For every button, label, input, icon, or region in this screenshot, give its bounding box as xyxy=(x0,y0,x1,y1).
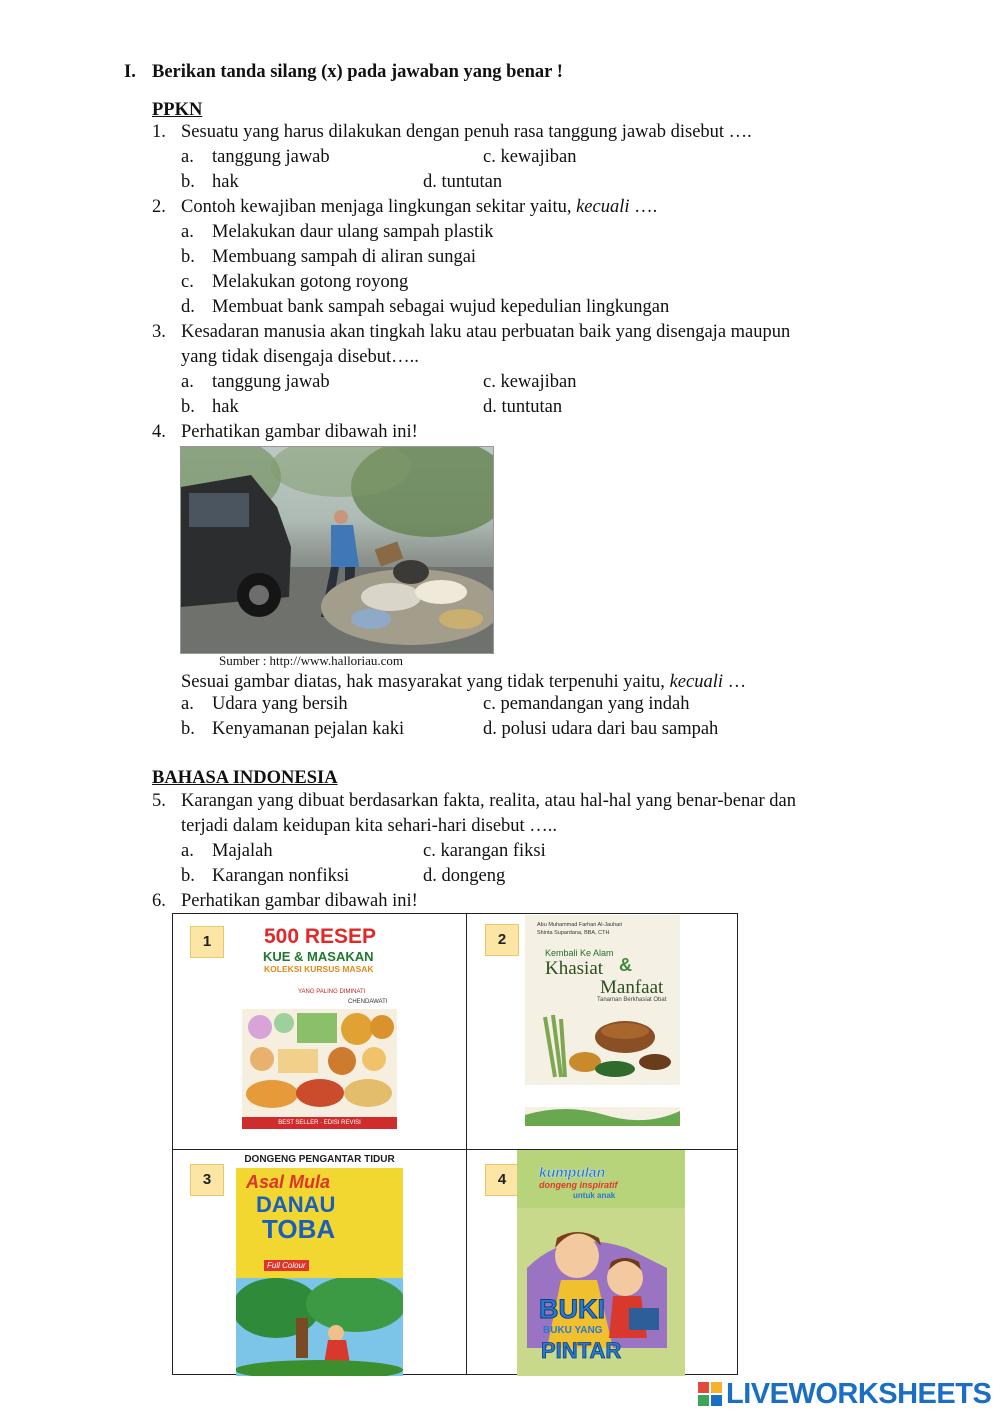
q5-text-line2: terjadi dalam keidupan kita sehari-hari disebut ….. xyxy=(181,816,558,836)
q4-option-a-letter: a. xyxy=(181,694,194,714)
book4-sub2: PINTAR xyxy=(541,1338,622,1363)
book-cover-4[interactable] xyxy=(517,1150,685,1376)
book1-tag: YANG PALING DIMINATI xyxy=(298,989,366,995)
q3-option-a-letter: a. xyxy=(181,372,194,392)
book2-title2: Manfaat xyxy=(600,977,664,998)
food-illustration xyxy=(242,1009,397,1117)
q3-text-line2: yang tidak disengaja disebut….. xyxy=(181,347,419,367)
book2-authors2: Shinta Supardana, BBA, CTH xyxy=(537,930,610,936)
photo-caption: Sumber : http://www.halloriau.com xyxy=(219,653,404,668)
q4-option-d[interactable]: d. polusi udara dari bau sampah xyxy=(483,719,719,739)
q3-option-b[interactable]: hak xyxy=(212,397,239,417)
q2-option-c[interactable]: Melakukan gotong royong xyxy=(212,272,409,292)
book2-amp: & xyxy=(619,955,632,975)
q5-option-c[interactable]: c. karangan fiksi xyxy=(423,841,546,861)
book1-title: 500 RESEP xyxy=(264,925,377,948)
book4-title3: untuk anak xyxy=(573,1191,616,1200)
q1-option-a-letter: a. xyxy=(181,147,194,167)
q1-number: 1. xyxy=(152,122,166,142)
book-cover-1[interactable] xyxy=(242,917,397,1129)
book1-subtitle: KUE & MASAKAN xyxy=(263,949,374,964)
liveworksheets-logo-text: LIVEWORKSHEETS xyxy=(726,1378,992,1410)
book4-title2: dongeng inspiratif xyxy=(539,1180,618,1190)
q2-text: Contoh kewajiban menjaga lingkungan sekitar yaitu, kecuali …. xyxy=(181,197,658,217)
book3-series: DONGENG PENGANTAR TIDUR xyxy=(236,1152,403,1168)
q4-text: Perhatikan gambar dibawah ini! xyxy=(181,422,418,442)
q2-option-d-letter: d. xyxy=(181,297,195,317)
q4-option-c[interactable]: c. pemandangan yang indah xyxy=(483,694,690,714)
book-number-2: 2 xyxy=(485,924,519,956)
q6-text: Perhatikan gambar dibawah ini! xyxy=(181,891,418,911)
q5-option-d[interactable]: d. dongeng xyxy=(423,866,506,886)
q1-option-a[interactable]: tanggung jawab xyxy=(212,147,330,167)
book3-title2: DANAU xyxy=(256,1192,336,1217)
liveworksheets-logo[interactable] xyxy=(698,1378,994,1410)
q4-option-b[interactable]: Kenyamanan pejalan kaki xyxy=(212,719,405,739)
q3-option-b-letter: b. xyxy=(181,397,195,417)
book2-pre: Kembali Ke Alam xyxy=(545,948,614,958)
section-title-ppkn: PPKN xyxy=(152,100,203,120)
q4-option-a[interactable]: Udara yang bersih xyxy=(212,694,348,714)
q5-option-b[interactable]: Karangan nonfiksi xyxy=(212,866,350,886)
book1-line3: KOLEKSI KURSUS MASAK xyxy=(264,964,374,974)
book2-title: Khasiat xyxy=(545,958,604,979)
book2-subtitle: Tanaman Berkhasiat Obat xyxy=(597,997,667,1003)
q4-question: Sesuai gambar diatas, hak masyarakat yang tidak terpenuhi yaitu, kecuali … xyxy=(181,672,747,692)
q2-option-a[interactable]: Melakukan daur ulang sampah plastik xyxy=(212,222,494,242)
q2-option-c-letter: c. xyxy=(181,272,194,292)
grid-divider-vertical xyxy=(466,914,467,1374)
q1-option-d[interactable]: d. tuntutan xyxy=(423,172,503,192)
q5-number: 5. xyxy=(152,791,166,811)
q3-text-line1: Kesadaran manusia akan tingkah laku atau perbuatan baik yang disengaja maupun xyxy=(181,322,791,342)
book-cover-2[interactable] xyxy=(525,915,680,1126)
book1-footer: BEST SELLER · EDISI REVISI xyxy=(242,1117,397,1129)
q2-option-b[interactable]: Membuang sampah di aliran sungai xyxy=(212,247,477,267)
q2-number: 2. xyxy=(152,197,166,217)
forest-illustration xyxy=(236,1278,403,1376)
q4-option-b-letter: b. xyxy=(181,719,195,739)
q3-option-d[interactable]: d. tuntutan xyxy=(483,397,563,417)
book-cover-3[interactable] xyxy=(236,1152,403,1376)
book2-authors: Abu Muhammad Farhan Al-Jauhari xyxy=(537,922,623,928)
q5-option-a-letter: a. xyxy=(181,841,194,861)
section-title-bahasa: BAHASA INDONESIA xyxy=(152,768,338,788)
garbage-photo xyxy=(180,446,494,654)
q5-text-line1: Karangan yang dibuat berdasarkan fakta, realita, atau hal-hal yang benar-benar dan xyxy=(181,791,796,811)
herbs-illustration xyxy=(525,1007,680,1126)
q1-text: Sesuatu yang harus dilakukan dengan penuh rasa tanggung jawab disebut …. xyxy=(181,122,752,142)
q2-option-a-letter: a. xyxy=(181,222,194,242)
instruction-number: I. xyxy=(124,62,136,82)
q3-option-c[interactable]: c. kewajiban xyxy=(483,372,577,392)
book-number-1: 1 xyxy=(190,926,224,958)
book3-title3: TOBA xyxy=(262,1214,336,1244)
q5-option-a[interactable]: Majalah xyxy=(212,841,273,861)
q1-option-b-letter: b. xyxy=(181,172,195,192)
q4-number: 4. xyxy=(152,422,166,442)
instruction-text: Berikan tanda silang (x) pada jawaban yang benar ! xyxy=(152,62,563,82)
q6-number: 6. xyxy=(152,891,166,911)
book-grid xyxy=(172,913,738,1375)
q2-option-b-letter: b. xyxy=(181,247,195,267)
book4-title1: kumpulan xyxy=(539,1164,606,1180)
q3-option-a[interactable]: tanggung jawab xyxy=(212,372,330,392)
q1-option-c[interactable]: c. kewajiban xyxy=(483,147,577,167)
q2-option-d[interactable]: Membuat bank sampah sebagai wujud kepedulian lingkungan xyxy=(212,297,670,317)
book3-badge: Full Colour xyxy=(264,1260,309,1271)
book4-sub1: BUKU YANG xyxy=(543,1325,603,1336)
q1-option-b[interactable]: hak xyxy=(212,172,239,192)
q3-number: 3. xyxy=(152,322,166,342)
liveworksheets-mark-icon xyxy=(698,1382,722,1406)
book1-author: CHENDAWATI xyxy=(348,999,388,1005)
book-number-4: 4 xyxy=(485,1164,519,1196)
book3-title1: Asal Mula xyxy=(246,1172,331,1192)
book4-big: BUKI xyxy=(539,1294,605,1324)
q5-option-b-letter: b. xyxy=(181,866,195,886)
book-number-3: 3 xyxy=(190,1164,224,1196)
